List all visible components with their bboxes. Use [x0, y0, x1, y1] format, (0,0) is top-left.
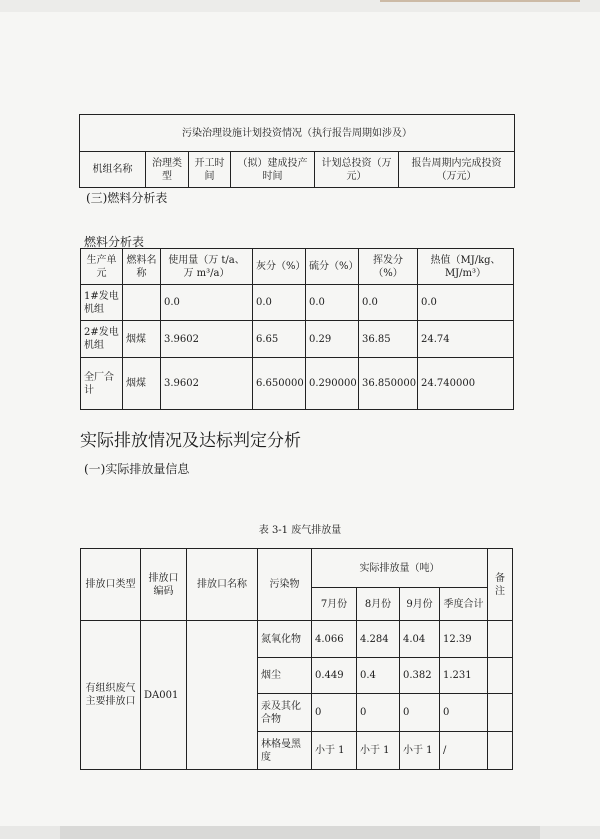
emission-header-note: 备注 — [488, 549, 513, 621]
section-main-heading: 实际排放情况及达标判定分析 — [80, 431, 301, 451]
fuel-header-sulfur: 硫分（%） — [306, 249, 359, 285]
emission-value: 4.066 — [312, 621, 357, 658]
fuel-cell: 0.0 — [306, 285, 359, 321]
fuel-cell: 36.85 — [359, 321, 418, 358]
fuel-cell: 6.65 — [253, 321, 306, 358]
outlet-type-cell: 有组织废气主要排放口 — [81, 621, 141, 770]
section-sub-heading: (一)实际排放量信息 — [84, 462, 190, 476]
emission-header-month: 8月份 — [357, 588, 400, 621]
fuel-cell: 烟煤 — [123, 358, 161, 410]
emission-header-outlet-code: 排放口编码 — [141, 549, 187, 621]
emission-header-pollutant: 污染物 — [258, 549, 312, 621]
emission-value: 小于 1 — [357, 732, 400, 770]
fuel-table-caption: 燃料分析表 — [84, 235, 145, 249]
fuel-row — [81, 321, 514, 358]
outlet-name-cell — [187, 621, 258, 770]
section-fuel-heading: (三)燃料分析表 — [86, 191, 168, 205]
emission-header-actual: 实际排放量（吨） — [312, 549, 488, 588]
bottom-scan-edge — [0, 826, 600, 839]
fuel-cell: 0.29 — [306, 321, 359, 358]
emission-value: 4.284 — [357, 621, 400, 658]
header-start-time: 开工时间 — [189, 152, 231, 188]
emission-header-outlet-type: 排放口类型 — [81, 549, 141, 621]
fuel-header-ash: 灰分（%） — [253, 249, 306, 285]
note-cell — [488, 732, 513, 770]
note-cell — [488, 694, 513, 732]
pollutant-cell: 烟尘 — [258, 658, 312, 694]
emission-value: 0 — [357, 694, 400, 732]
emission-header-month: 7月份 — [312, 588, 357, 621]
note-cell — [488, 658, 513, 694]
emission-value: 小于 1 — [400, 732, 440, 770]
header-completion-time: （拟）建成投产时间 — [231, 152, 315, 188]
header-completed-investment: 报告周期内完成投资（万元） — [399, 152, 515, 188]
emission-row — [81, 621, 513, 658]
emission-value: 0.449 — [312, 658, 357, 694]
investment-table — [79, 114, 515, 188]
fuel-cell: 6.650000 — [253, 358, 306, 410]
emission-value: 0 — [312, 694, 357, 732]
header-planned-investment: 计划总投资（万元） — [315, 152, 399, 188]
fuel-cell — [123, 285, 161, 321]
fuel-cell: 2#发电机组 — [81, 321, 123, 358]
emission-value: 0.382 — [400, 658, 440, 694]
top-scan-edge — [0, 0, 600, 12]
fuel-cell: 1#发电机组 — [81, 285, 123, 321]
emission-total: 0 — [440, 694, 488, 732]
fuel-cell: 3.9602 — [161, 358, 253, 410]
fuel-cell: 24.740000 — [418, 358, 514, 410]
fuel-cell: 36.850000 — [359, 358, 418, 410]
fuel-cell: 3.9602 — [161, 321, 253, 358]
fuel-table — [80, 248, 514, 410]
note-cell — [488, 621, 513, 658]
fuel-cell: 0.0 — [359, 285, 418, 321]
emission-value: 4.04 — [400, 621, 440, 658]
fuel-cell: 0.0 — [418, 285, 514, 321]
emission-value: 小于 1 — [312, 732, 357, 770]
fuel-row — [81, 358, 514, 410]
emission-table — [80, 548, 513, 770]
fuel-cell: 24.74 — [418, 321, 514, 358]
emission-header-quarter-total: 季度合计 — [440, 588, 488, 621]
outlet-code-cell: DA001 — [141, 621, 187, 770]
emission-table-caption: 表 3-1 废气排放量 — [258, 525, 342, 536]
emission-total: / — [440, 732, 488, 770]
fuel-row — [81, 285, 514, 321]
fuel-cell: 全厂合计 — [81, 358, 123, 410]
emission-total: 1.231 — [440, 658, 488, 694]
fuel-cell: 0.0 — [253, 285, 306, 321]
fuel-header-unit: 生产单元 — [81, 249, 123, 285]
investment-table-title: 污染治理设施计划投资情况（执行报告周期如涉及） — [80, 115, 515, 152]
fuel-header-volatile: 挥发分（%） — [359, 249, 418, 285]
fuel-cell: 0.290000 — [306, 358, 359, 410]
header-unit-name: 机组名称 — [80, 152, 146, 188]
fuel-header-usage: 使用量（万 t/a、万 m³/a） — [161, 249, 253, 285]
fuel-cell: 烟煤 — [123, 321, 161, 358]
fuel-header-heat: 热值（MJ/kg、MJ/m³） — [418, 249, 514, 285]
fuel-header-fuel: 燃料名称 — [123, 249, 161, 285]
emission-header-month: 9月份 — [400, 588, 440, 621]
emission-total: 12.39 — [440, 621, 488, 658]
pollutant-cell: 氮氧化物 — [258, 621, 312, 658]
pollutant-cell: 林格曼黑度 — [258, 732, 312, 770]
emission-value: 0 — [400, 694, 440, 732]
pollutant-cell: 汞及其化合物 — [258, 694, 312, 732]
emission-value: 0.4 — [357, 658, 400, 694]
emission-header-outlet-name: 排放口名称 — [187, 549, 258, 621]
fuel-cell: 0.0 — [161, 285, 253, 321]
header-treatment-type: 治理类型 — [146, 152, 189, 188]
